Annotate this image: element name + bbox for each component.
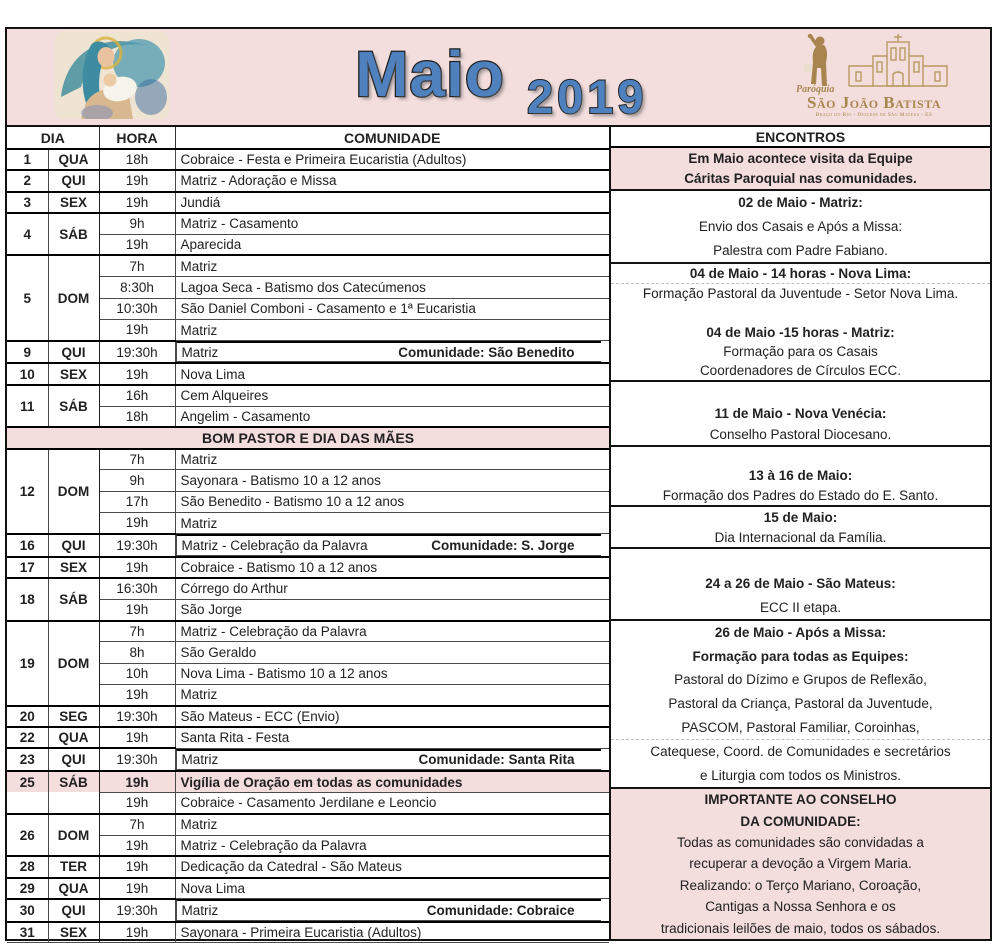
time-cell: 16:30h [99,578,175,599]
time-cell: 19h [99,234,175,255]
encontros-line [611,447,990,466]
time-cell: 19:30h [99,899,175,922]
encontros-line: ECC II etapa. [759,599,842,615]
schedule-row-18 [7,578,609,599]
time-cell: 9h [99,470,175,491]
community-note: Comunidade: S. Jorge [431,537,575,553]
community-cell [176,899,601,920]
community-cell: Cobraice - Casamento Jerdilane e Leoncio [175,792,609,813]
weekday-cell: SEX [48,557,99,578]
community-cell: São Benedito - Batismo 10 a 12 anos [175,491,609,512]
column-header-hora: HORA [99,127,175,149]
schedule-table [7,127,609,943]
weekday-cell: TER [48,856,99,877]
weekday-cell: SEX [48,192,99,213]
weekday-cell: SÁB [48,771,99,792]
encontros-block [611,382,990,447]
schedule-row-28 [7,856,609,877]
weekday-cell: QUI [48,341,99,364]
schedule-row-2 [7,170,609,191]
schedule-row-11 [7,385,609,406]
encontros-line [611,303,990,322]
encontros-block [611,191,990,264]
community-text: Matriz [181,752,219,768]
schedule-row-25 [7,771,609,792]
encontros-line: Conselho Pastoral Diocesano. [709,427,892,442]
time-cell: 19h [99,856,175,877]
community-cell: São Geraldo [175,642,609,663]
weekday-cell: QUA [48,727,99,748]
time-cell: 7h [99,255,175,276]
encontros-block [611,621,990,789]
schedule-row-25-1 [7,792,609,813]
time-cell: 19h [99,684,175,705]
schedule-row-12 [7,449,609,470]
community-cell: Angelim - Casamento [175,406,609,427]
community-cell: Matriz [175,319,609,340]
schedule-row-9 [7,341,609,364]
community-cell [176,341,601,362]
encontros-line: PASCOM, Pastoral Familiar, Coroinhas, [611,715,990,740]
section-banner: BOM PASTOR E DIA DAS MÃES [7,427,609,448]
encontros-line: 15 de Maio: [763,509,838,525]
encontros-line: 04 de Maio -15 horas - Matriz: [706,324,895,340]
day-cell: 1 [7,149,48,170]
weekday-cell: SEX [48,363,99,384]
community-cell: Córrego do Arthur [175,578,609,599]
community-cell: Cobraice - Festa e Primeira Eucaristia (Adultos) [175,149,609,170]
community-cell: Cobraice - Batismo 10 a 12 anos [175,557,609,578]
day-cell: 26 [7,814,48,857]
community-cell: Sayonara - Primeira Eucaristia (Adultos) [175,922,609,943]
community-cell: Matriz [175,684,609,705]
parish-subtext: Braço do Rio - Diocese de São Mateus - ES [815,112,933,118]
encontros-line: recuperar a devoção a Virgem Maria. [689,856,912,872]
community-cell: Matriz - Adoração e Missa [175,170,609,191]
saint-statue-and-church-icon [784,32,964,88]
parish-logo [784,32,964,122]
encontros-line: Formação Pastoral da Juventude - Setor Nova Lima. [642,286,959,302]
encontros-line: IMPORTANTE AO CONSELHO [704,792,897,808]
year-title: 2019 [527,70,648,123]
time-cell: 8:30h [99,277,175,298]
encontros-line: 24 a 26 de Maio - São Mateus: [705,576,896,592]
time-cell: 9h [99,213,175,234]
community-cell: Jundiá [175,192,609,213]
encontros-line: e Liturgia com todos os Ministros. [699,767,902,783]
schedule-row-3 [7,192,609,213]
encontros-line: tradicionais leilões de maio, todos os sábados. [660,920,941,936]
time-cell: 19h [99,727,175,748]
day-cell: 5 [7,255,48,340]
schedule-row-20 [7,706,609,727]
encontros-line: Dia Internacional da Família. [714,529,887,545]
encontros-line: Formação para todas as Equipes: [692,648,909,664]
encontros-block [611,789,990,939]
weekday-cell: DOM [48,814,99,857]
day-cell: 30 [7,899,48,922]
weekday-cell: QUA [48,878,99,899]
time-cell: 8h [99,642,175,663]
community-cell: Matriz [175,255,609,276]
day-cell: 12 [7,449,48,534]
column-header-comunidade: COMUNIDADE [175,127,609,149]
community-cell: Matriz - Casamento [175,213,609,234]
time-cell: 19:30h [99,341,175,364]
community-cell: Dedicação da Catedral - São Mateus [175,856,609,877]
time-cell: 7h [99,621,175,642]
community-cell: Nova Lima [175,363,609,384]
community-cell: Matriz - Celebração da Palavra [175,621,609,642]
day-cell: 2 [7,170,48,191]
schedule-row-4 [7,213,609,234]
encontros-line: 04 de Maio - 14 horas - Nova Lima: [611,264,990,284]
time-cell: 19:30h [99,748,175,771]
encontros-line: Realizando: o Terço Mariano, Coroação, [679,877,922,893]
day-cell-empty [7,792,48,813]
time-cell: 7h [99,814,175,835]
time-cell: 19h [99,363,175,384]
encontros-block [611,447,990,507]
time-cell: 19h [99,922,175,943]
month-title: Maio [355,38,505,110]
madonna-and-child-image [53,31,171,119]
day-cell: 10 [7,363,48,384]
weekday-cell: QUA [48,149,99,170]
schedule-row-1 [7,149,609,170]
weekday-cell: SEX [48,922,99,943]
schedule-body [7,149,609,943]
time-cell: 17h [99,491,175,512]
time-cell: 16h [99,385,175,406]
encontros-line: 02 de Maio - Matriz: [738,195,863,211]
weekday-cell: QUI [48,899,99,922]
time-cell: 18h [99,406,175,427]
day-cell: 17 [7,557,48,578]
encontros-line: Cantigas a Nossa Senhora e os [705,899,896,915]
day-cell: 9 [7,341,48,364]
time-cell: 19h [99,557,175,578]
time-cell: 19h [99,792,175,813]
time-cell: 19h [99,319,175,340]
weekday-cell: DOM [48,621,99,706]
time-cell: 19h [99,513,175,534]
madonna-and-child-icon [53,31,171,119]
schedule-row-17 [7,557,609,578]
day-cell: 20 [7,706,48,727]
day-cell: 28 [7,856,48,877]
calendar-body [7,127,990,939]
community-cell: Matriz [175,513,609,534]
column-header-dia: DIA [7,127,99,149]
community-cell: Sayonara - Batismo 10 a 12 anos [175,470,609,491]
community-note: Comunidade: São Benedito [398,344,575,360]
table-header-row [7,127,609,149]
encontros-column [609,127,990,939]
encontros-block [611,549,990,621]
community-cell: Nova Lima - Batismo 10 a 12 anos [175,663,609,684]
community-cell: Lagoa Seca - Batismo dos Catecúmenos [175,277,609,298]
section-banner-row [7,427,609,448]
time-cell: 19:30h [99,534,175,557]
encontros-line: 26 de Maio - Após a Missa: [714,625,887,641]
day-cell: 16 [7,534,48,557]
encontros-line: Pastoral do Dízimo e Grupos de Reflexão, [674,672,927,688]
time-cell: 19h [99,599,175,620]
community-cell: Santa Rita - Festa [175,727,609,748]
schedule-row-19 [7,621,609,642]
encontros-line [611,382,990,403]
encontros-block [611,264,990,382]
weekday-cell: SÁB [48,578,99,621]
community-cell [176,749,601,770]
day-cell: 11 [7,385,48,428]
time-cell: 19h [99,878,175,899]
schedule-row-31 [7,922,609,943]
community-cell: São Mateus - ECC (Envio) [175,706,609,727]
community-cell: Matriz - Celebração da Palavra [175,835,609,856]
schedule-row-30 [7,899,609,922]
community-note: Comunidade: Santa Rita [418,752,575,768]
community-cell: Nova Lima [175,878,609,899]
community-cell [176,534,601,555]
community-cell: Matriz [175,814,609,835]
encontros-line: Envio dos Casais e Após a Missa: [698,219,903,234]
community-text: Matriz [181,903,219,919]
schedule-row-5 [7,255,609,276]
weekday-cell-empty [48,792,99,813]
encontros-line: Em Maio acontece visita da Equipe [688,150,913,166]
community-cell: Cem Alqueires [175,385,609,406]
time-cell: 19h [99,835,175,856]
community-cell: Aparecida [175,234,609,255]
encontros-line: Coordenadores de Círculos ECC. [699,362,902,378]
time-cell: 19h [99,192,175,213]
day-cell: 19 [7,621,48,706]
schedule-row-23 [7,748,609,771]
day-cell: 31 [7,922,48,943]
time-cell: 19:30h [99,706,175,727]
encontros-line: Catequese, Coord. de Comunidades e secretários [650,744,951,760]
time-cell: 10h [99,663,175,684]
encontros-line: Pastoral da Criança, Pastoral da Juventude, [668,696,933,712]
encontros-block [611,148,990,191]
community-cell: São Daniel Comboni - Casamento e 1ª Eucaristia [175,298,609,319]
encontros-line: Formação dos Padres do Estado do E. Santo. [662,487,939,503]
schedule-row-29 [7,878,609,899]
weekday-cell: QUI [48,170,99,191]
encontros-line: DA COMUNIDADE: [740,813,861,829]
weekday-cell: DOM [48,255,99,340]
schedule-row-10 [7,363,609,384]
time-cell: 18h [99,149,175,170]
community-note: Comunidade: Cobraice [426,903,575,919]
day-cell: 25 [7,771,48,792]
encontros-line: Palestra com Padre Fabiano. [713,242,888,258]
weekday-cell: DOM [48,449,99,534]
encontros-line: 13 à 16 de Maio: [748,468,853,484]
calendar-document [5,27,992,941]
schedule-row-22 [7,727,609,748]
time-cell: 19h [99,170,175,191]
encontros-line: Todas as comunidades são convidadas a [677,835,924,851]
community-cell: São Jorge [175,599,609,620]
day-cell: 18 [7,578,48,621]
community-text: Matriz - Celebração da Palavra [181,537,368,553]
encontros-line [611,549,990,572]
day-cell: 3 [7,192,48,213]
time-cell: 7h [99,449,175,470]
community-cell: Matriz [175,449,609,470]
encontros-line: 11 de Maio - Nova Venécia: [714,406,887,421]
parish-label: Paróquia [796,84,835,95]
encontros-line: Formação para os Casais [723,343,878,359]
weekday-cell: SÁB [48,213,99,256]
weekday-cell: SEG [48,706,99,727]
time-cell: 10:30h [99,298,175,319]
header-banner [7,29,990,127]
encontros-line: Cáritas Paroquial nas comunidades. [684,171,917,187]
schedule-row-26 [7,814,609,835]
day-cell: 22 [7,727,48,748]
community-text: Matriz [181,344,219,360]
encontros-block [611,507,990,549]
community-cell: Vigília de Oração em todas as comunidades [175,771,609,792]
day-cell: 23 [7,748,48,771]
parish-name: São João Batista [806,93,942,112]
weekday-cell: SÁB [48,385,99,428]
schedule-row-16 [7,534,609,557]
column-header-encontros: ENCONTROS [611,127,990,148]
weekday-cell: QUI [48,748,99,771]
day-cell: 4 [7,213,48,256]
weekday-cell: QUI [48,534,99,557]
time-cell: 19h [99,771,175,792]
day-cell: 29 [7,878,48,899]
encontros-blocks [611,148,990,939]
